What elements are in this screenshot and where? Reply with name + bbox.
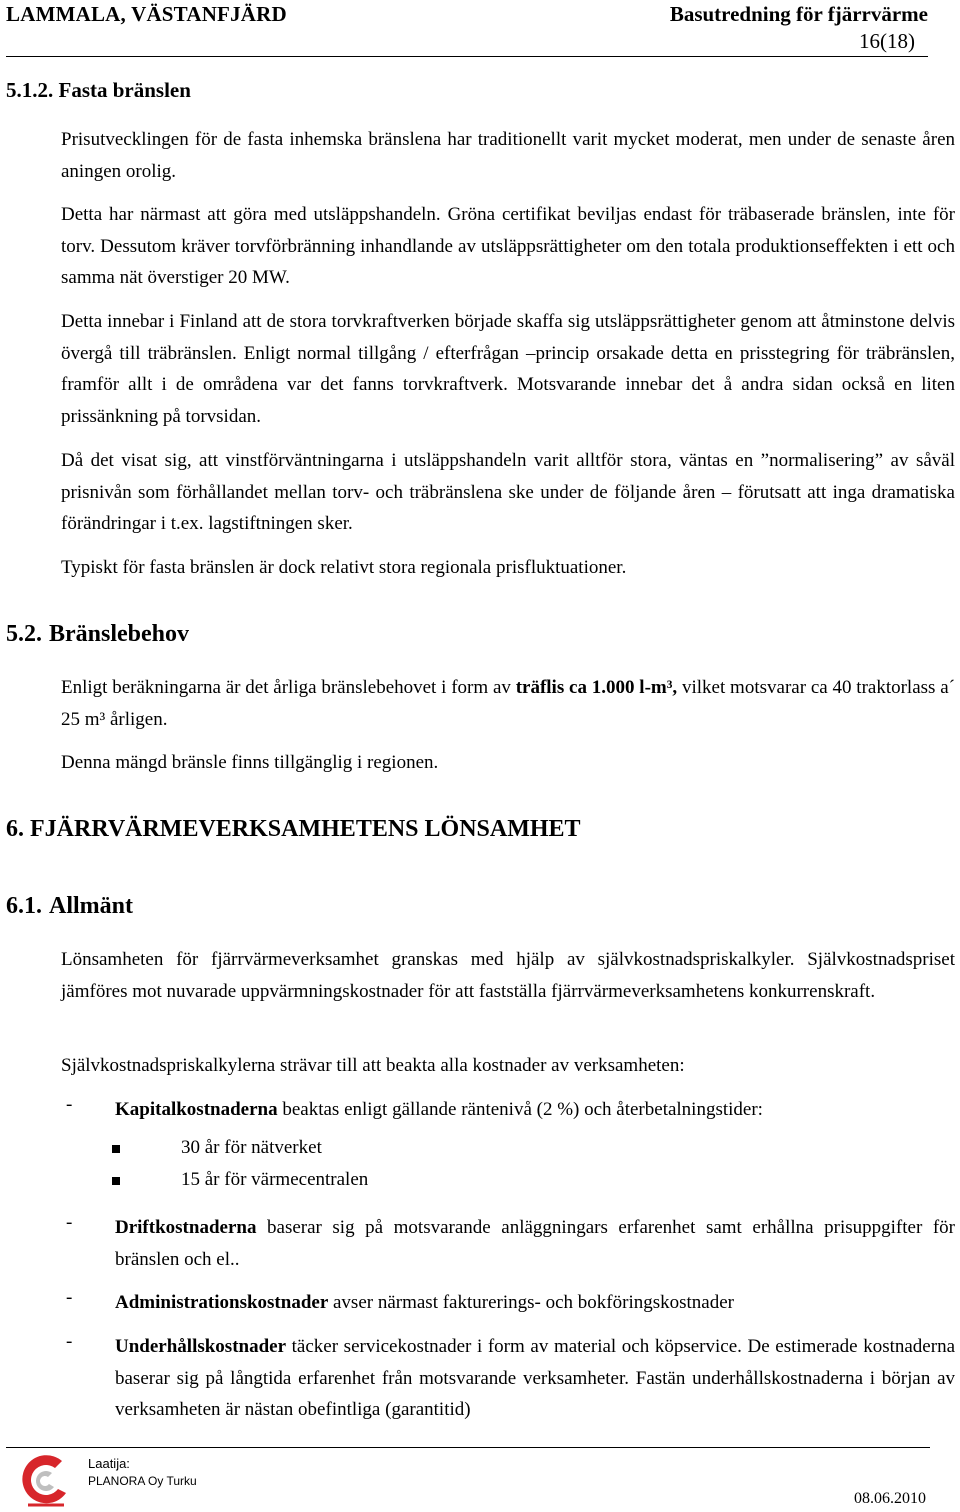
list-item-term: Kapitalkostnaderna (115, 1099, 278, 1120)
list-item-text: baserar sig på motsvarande anläggningars erfarenhet samt erhållna prisuppgifter för bränslen och el.. (115, 1217, 955, 1270)
square-bullet-icon (112, 1177, 120, 1185)
list-item-driftkostnader (115, 1212, 955, 1275)
planora-logo-icon (18, 1453, 74, 1509)
paragraph-4: Då det visat sig, att vinstförväntningarna i utsläppshandeln varit alltför stora, väntas en ”normalisering” av såväl prisnivån som förhållandet mellan torv- och träbränslena ske under de följande åren – förutsatt att inga dramatiska förändringar i t.ex. lagstiftningen sker. (61, 450, 955, 534)
paragraph-7: Denna mängd bränsle finns tillgänglig i regionen. (61, 752, 439, 773)
paragraph-5: Typiskt för fasta bränslen är dock relativt stora regionala prisfluktuationer. (61, 557, 627, 578)
section-5-2-heading: Bränslebehov (49, 621, 190, 647)
list-item-underhallskostnader (115, 1331, 955, 1426)
list-item-administrationskostnader (115, 1287, 955, 1319)
paragraph-6-bold: träflis ca 1.000 l-m³, (515, 677, 678, 698)
footer-company: PLANORA Oy Turku (88, 1474, 197, 1488)
section-6-1-number: 6.1. (6, 893, 42, 919)
header-client: LAMMALA, VÄSTANFJÄRD (6, 2, 287, 26)
list-dash: - (66, 1331, 73, 1352)
list-item-text: täcker servicekostnader i form av material och köpservice. De estimerade kostnaderna baserar sig på långtida erfarenhet från motsvarande verksamheter. Fastän underhållskostnaderna i början av verksamheten är nästan obefintliga (garantitid) (115, 1336, 955, 1420)
list-item-text: beaktas enligt gällande räntenivå (2 %) och återbetalningstider: (277, 1099, 763, 1120)
header-divider (6, 56, 928, 57)
list-dash: - (66, 1212, 73, 1233)
section-6-1-heading: Allmänt (49, 893, 133, 919)
sublist-item-heating-plant: 15 år för värmecentralen (181, 1169, 369, 1190)
paragraph-3: Detta innebar i Finland att de stora torvkraftverken började skaffa sig utsläppsrättigheter genom att åtminstone delvis övergå till träbränslen. Enligt normal tillgång / efterfrågan –princip orsakade detta en prisstegring för träbränslen, framför allt i de områdena var det fanns torvkraftverk. Motsvarande innebar det å andra sidan också en liten prissänkning på torvsidan. (61, 311, 955, 427)
list-item-term: Administrationskostnader (115, 1292, 329, 1313)
square-bullet-icon (112, 1145, 120, 1153)
list-item-term: Driftkostnaderna (115, 1217, 257, 1238)
list-item-text: avser närmast fakturerings- och bokföringskostnader (328, 1292, 734, 1313)
paragraph-2: Detta har närmast att göra med utsläppshandeln. Gröna certifikat beviljas endast för träbaserade bränslen, inte för torv. Dessutom kräver torvförbränning inhandlande av utsläppsrättigheter om den totala produktionseffekten i ett och samma nät överstiger 20 MW. (61, 204, 955, 288)
section-5-1-2-heading: 5.1.2. Fasta bränslen (6, 78, 191, 102)
list-dash: - (66, 1094, 73, 1115)
list-item-term: Underhållskostnader (115, 1336, 287, 1357)
footer-author-label: Laatija: (88, 1456, 130, 1471)
paragraph-8: Lönsamheten för fjärrvärmeverksamhet granskas med hjälp av självkostnadspriskalkyler. Självkostnadspriset jämföres mot nuvarade uppvärmningskostnader för att fastställa fjärrvärmeverksamhetens konkurrenskraft. (61, 949, 955, 1002)
paragraph-1: Prisutvecklingen för de fasta inhemska bränslena har traditionellt varit mycket moderat, men under de senaste åren aningen orolig. (61, 129, 955, 182)
paragraph-6-text-b: vilket motsvarar ca 40 traktorlass a´ 25 m³ årligen. (61, 677, 955, 730)
header-title: Basutredning för fjärrvärme (669, 2, 928, 26)
page-number: 16(18) (859, 29, 915, 53)
list-dash: - (66, 1287, 73, 1308)
footer-date: 08.06.2010 (854, 1490, 926, 1507)
paragraph-6-text-a: Enligt beräkningarna är det årliga bränslebehovet i form av (61, 677, 516, 698)
section-5-2-number: 5.2. (6, 621, 42, 647)
paragraph-6 (61, 672, 955, 735)
sublist-item-network: 30 år för nätverket (181, 1137, 322, 1158)
footer-divider (6, 1447, 930, 1448)
chapter-6-heading: 6. FJÄRRVÄRMEVERKSAMHETENS LÖNSAMHET (6, 816, 581, 842)
list-item-kapitalkostnader (115, 1094, 955, 1126)
paragraph-9: Självkostnadspriskalkylerna strävar till att beakta alla kostnader av verksamheten: (61, 1055, 685, 1076)
